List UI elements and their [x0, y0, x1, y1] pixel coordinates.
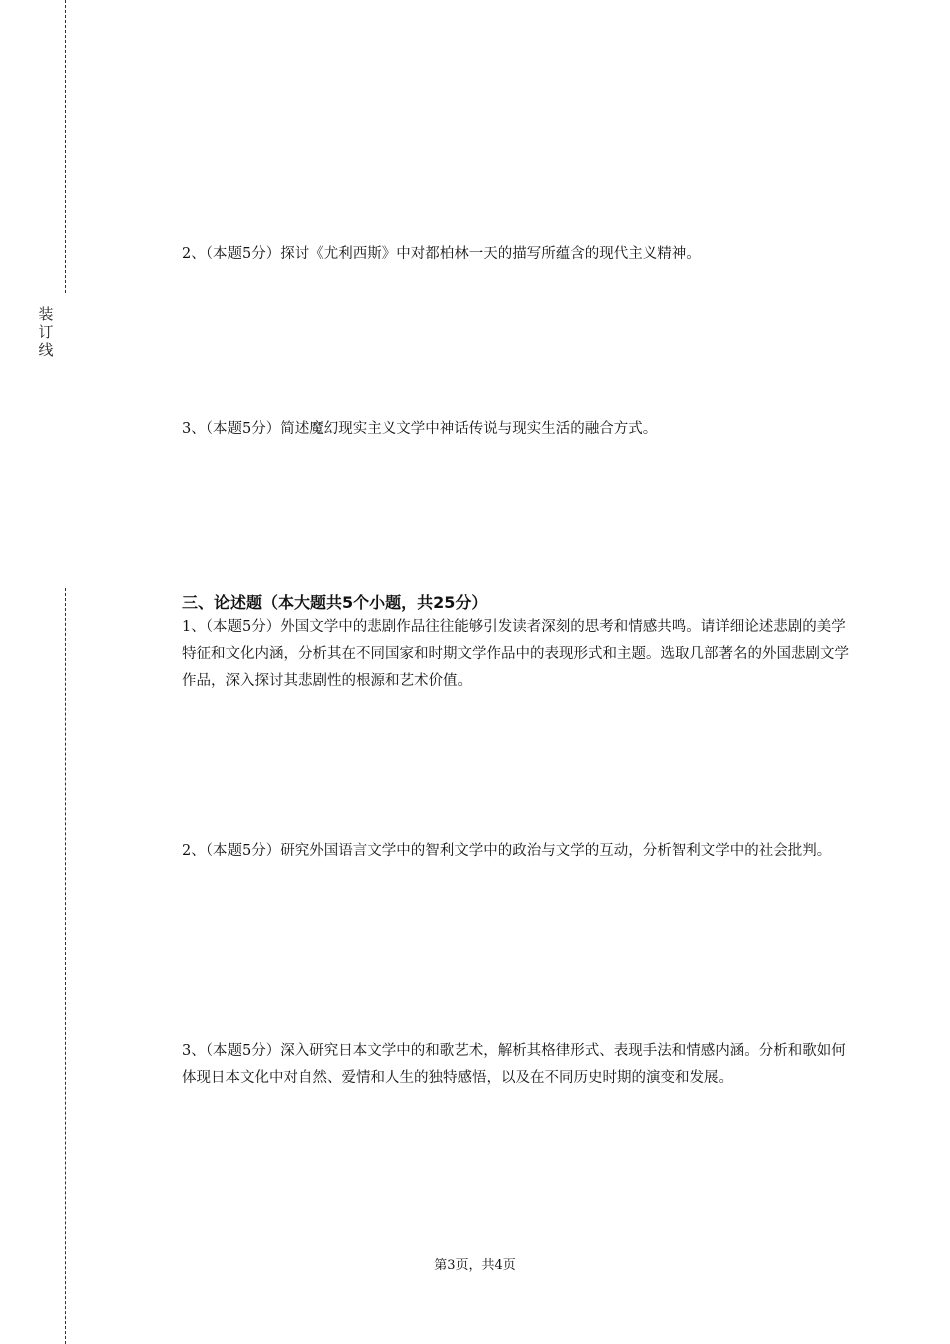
binding-char: 订 [38, 323, 54, 341]
binding-char: 装 [38, 305, 54, 323]
binding-label [37, 305, 55, 359]
binding-char: 线 [38, 341, 54, 359]
question-3-2: 2、（本题5分）研究外国语言文学中的智利文学中的政治与文学的互动，分析智利文学中的社会批判。 [182, 843, 832, 859]
page-footer: 第3页，共4页 [434, 1258, 516, 1273]
question-3-3: 3、（本题5分）深入研究日本文学中的和歌艺术，解析其格律形式、表现手法和情感内涵。分析和歌如何体现日本文化中对自然、爱情和人生的独特感悟，以及在不同历史时期的演变和发展。 [182, 1043, 846, 1086]
section-title: 三、论述题（本大题共5个小题，共25分） [182, 593, 488, 612]
question-3-1: 1、（本题5分）外国文学中的悲剧作品往往能够引发读者深刻的思考和情感共鸣。请详细论述悲剧的美学特征和文化内涵，分析其在不同国家和时期文学作品中的表现形式和主题。选取几部著名的外国悲剧文学作品，深入探讨其悲剧性的根源和艺术价值。 [182, 619, 849, 689]
binding-line-bottom [65, 588, 66, 1344]
question-2-2: 2、（本题5分）探讨《尤利西斯》中对都柏林一天的描写所蕴含的现代主义精神。 [182, 246, 701, 262]
question-2-3: 3、（本题5分）简述魔幻现实主义文学中神话传说与现实生活的融合方式。 [182, 421, 658, 437]
binding-line-top [65, 0, 66, 293]
